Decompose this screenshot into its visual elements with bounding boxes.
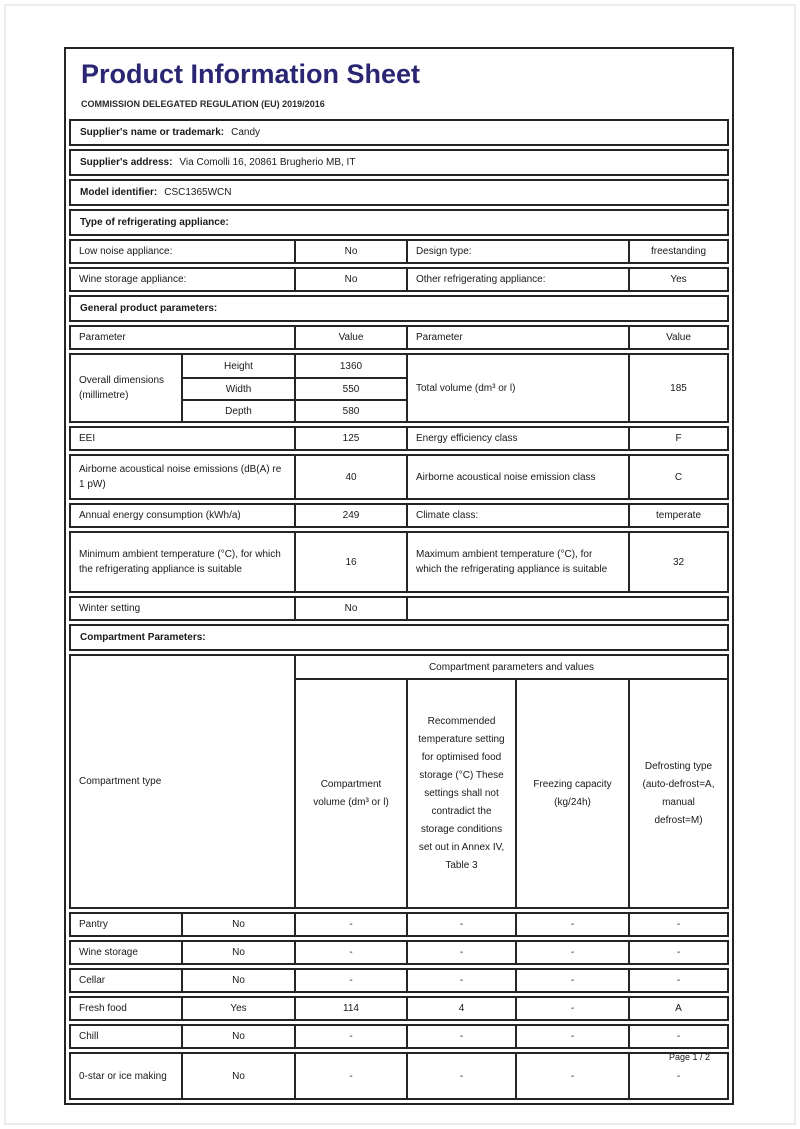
model-identifier-value: CSC1365WCN [164,187,232,198]
noise-emissions-value: 40 [294,456,406,498]
compartment-table-header [69,654,729,909]
compartment-group-header: Compartment parameters and values [294,656,727,678]
other-refrigerating-label: Other refrigerating appliance: [406,269,628,290]
compartment-temp: - [406,1026,515,1047]
noise-emissions-label: Airborne acoustical noise emissions (dB(A) re 1 pW) [79,464,282,490]
compartment-freezing: - [515,914,628,935]
general-section-header: General product parameters: [69,295,729,322]
compartment-defrost: - [628,970,727,991]
page-title: Product Information Sheet [81,59,421,89]
annual-energy-value: 249 [294,505,406,526]
design-type-label: Design type: [406,241,628,262]
dimension-height-value: 1360 [294,355,406,377]
title-block [69,52,729,116]
compartment-volume: - [294,914,406,935]
type-section-header: Type of refrigerating appliance: [69,209,729,236]
winter-setting-label: Winter setting [79,603,141,614]
dimension-depth-label: Depth [181,399,294,421]
general-row-energy [69,503,729,528]
compartment-defrost: - [628,914,727,935]
total-volume-label: Total volume (dm³ or l) [406,355,628,421]
compartment-volume: 114 [294,998,406,1019]
supplier-name-value: Candy [231,127,260,138]
winter-setting-empty-cell [406,598,727,619]
supplier-address-label: Supplier's address: [80,157,173,168]
compartment-present: No [181,970,294,991]
compartment-row-fresh-food [69,996,729,1021]
compartment-name: Cellar [79,975,106,986]
compartment-name: Pantry [79,919,108,930]
col-header-value-1: Value [294,327,406,348]
min-ambient-temp-value: 16 [294,533,406,591]
col-header-value-2: Value [628,327,727,348]
compartment-section-header: Compartment Parameters: [69,624,729,651]
compartment-defrost: A [628,998,727,1019]
energy-class-label: Energy efficiency class [406,428,628,449]
compartment-type-header: Compartment type [79,776,162,787]
dimension-width-label: Width [181,377,294,399]
compartment-freezing: - [515,970,628,991]
compartment-volume: - [294,942,406,963]
recommended-temp-header: Recommended temperature setting for optimised food storage (°C) These settings shall not contradict the storage conditions set out in Annex IV, Table 3 [406,678,515,907]
model-identifier-label: Model identifier: [80,187,158,198]
winter-setting-value: No [294,598,406,619]
general-row-eei [69,426,729,451]
supplier-name-label: Supplier's name or trademark: [80,127,225,138]
compartment-freezing: - [515,998,628,1019]
compartment-temp: - [406,970,515,991]
overall-dimensions-block [69,353,729,423]
col-header-parameter-2: Parameter [406,327,628,348]
general-row-ambient-temp [69,531,729,593]
compartment-volume: - [294,970,406,991]
total-volume-value: 185 [628,355,727,421]
compartment-freezing: - [515,1026,628,1047]
dimension-depth-value: 580 [294,399,406,421]
dimension-height-label: Height [181,355,294,377]
supplier-address-value: Via Comolli 16, 20861 Brugherio MB, IT [179,157,356,168]
noise-class-value: C [628,456,727,498]
other-refrigerating-value: Yes [628,269,727,290]
low-noise-label: Low noise appliance: [79,246,173,257]
wine-storage-appliance-value: No [294,269,406,290]
compartment-temp: - [406,942,515,963]
compartment-temp: - [406,914,515,935]
model-identifier-row [69,179,729,206]
col-header-parameter-1: Parameter [79,332,126,343]
overall-dimensions-label: Overall dimensions (millimetre) [79,375,165,401]
compartment-name: Chill [79,1031,99,1042]
max-ambient-temp-value: 32 [628,533,727,591]
design-type-value: freestanding [628,241,727,262]
compartment-defrost: - [628,1026,727,1047]
compartment-volume: - [294,1054,406,1098]
dimension-width-value: 550 [294,377,406,399]
compartment-present: No [181,942,294,963]
compartment-row-wine-storage [69,940,729,965]
compartment-row-chill [69,1024,729,1049]
wine-storage-appliance-label: Wine storage appliance: [79,274,187,285]
compartment-name: 0-star or ice making [79,1070,167,1082]
compartment-row-pantry [69,912,729,937]
climate-class-label: Climate class: [406,505,628,526]
compartment-temp: - [406,1054,515,1098]
compartment-freezing: - [515,942,628,963]
type-row-low-noise [69,239,729,264]
freezing-capacity-header: Freezing capacity (kg/24h) [515,678,628,907]
low-noise-value: No [294,241,406,262]
compartment-present: No [181,1026,294,1047]
defrosting-type-header: Defrosting type (auto-defrost=A, manual defrost=M) [628,678,727,907]
compartment-volume: - [294,1026,406,1047]
page-number: Page 1 / 2 [668,1052,710,1062]
compartment-row-cellar [69,968,729,993]
general-table-header [69,325,729,350]
compartment-volume-header: Compartment volume (dm³ or l) [294,678,406,907]
supplier-name-row [69,119,729,146]
max-ambient-temp-label: Maximum ambient temperature (°C), for which the refrigerating appliance is suitable [406,533,628,591]
compartment-name: Wine storage [79,947,138,958]
annual-energy-label: Annual energy consumption (kWh/a) [79,510,241,521]
compartment-name: Fresh food [79,1003,127,1014]
compartment-present: Yes [181,998,294,1019]
compartment-temp: 4 [406,998,515,1019]
compartment-defrost: - [628,1054,727,1098]
general-row-noise [69,454,729,500]
compartment-present: No [181,914,294,935]
compartment-defrost: - [628,942,727,963]
noise-class-label: Airborne acoustical noise emission class [406,456,628,498]
regulation-subtitle: COMMISSION DELEGATED REGULATION (EU) 2019/2016 [81,99,325,110]
min-ambient-temp-label: Minimum ambient temperature (°C), for which the refrigerating appliance is suitable [79,549,281,575]
type-row-wine-storage [69,267,729,292]
compartment-present: No [181,1054,294,1098]
general-row-winter-setting [69,596,729,621]
energy-class-value: F [628,428,727,449]
climate-class-value: temperate [628,505,727,526]
eei-label: EEI [79,433,96,444]
product-information-sheet [64,47,734,1105]
eei-value: 125 [294,428,406,449]
compartment-freezing: - [515,1054,628,1098]
supplier-address-row [69,149,729,176]
